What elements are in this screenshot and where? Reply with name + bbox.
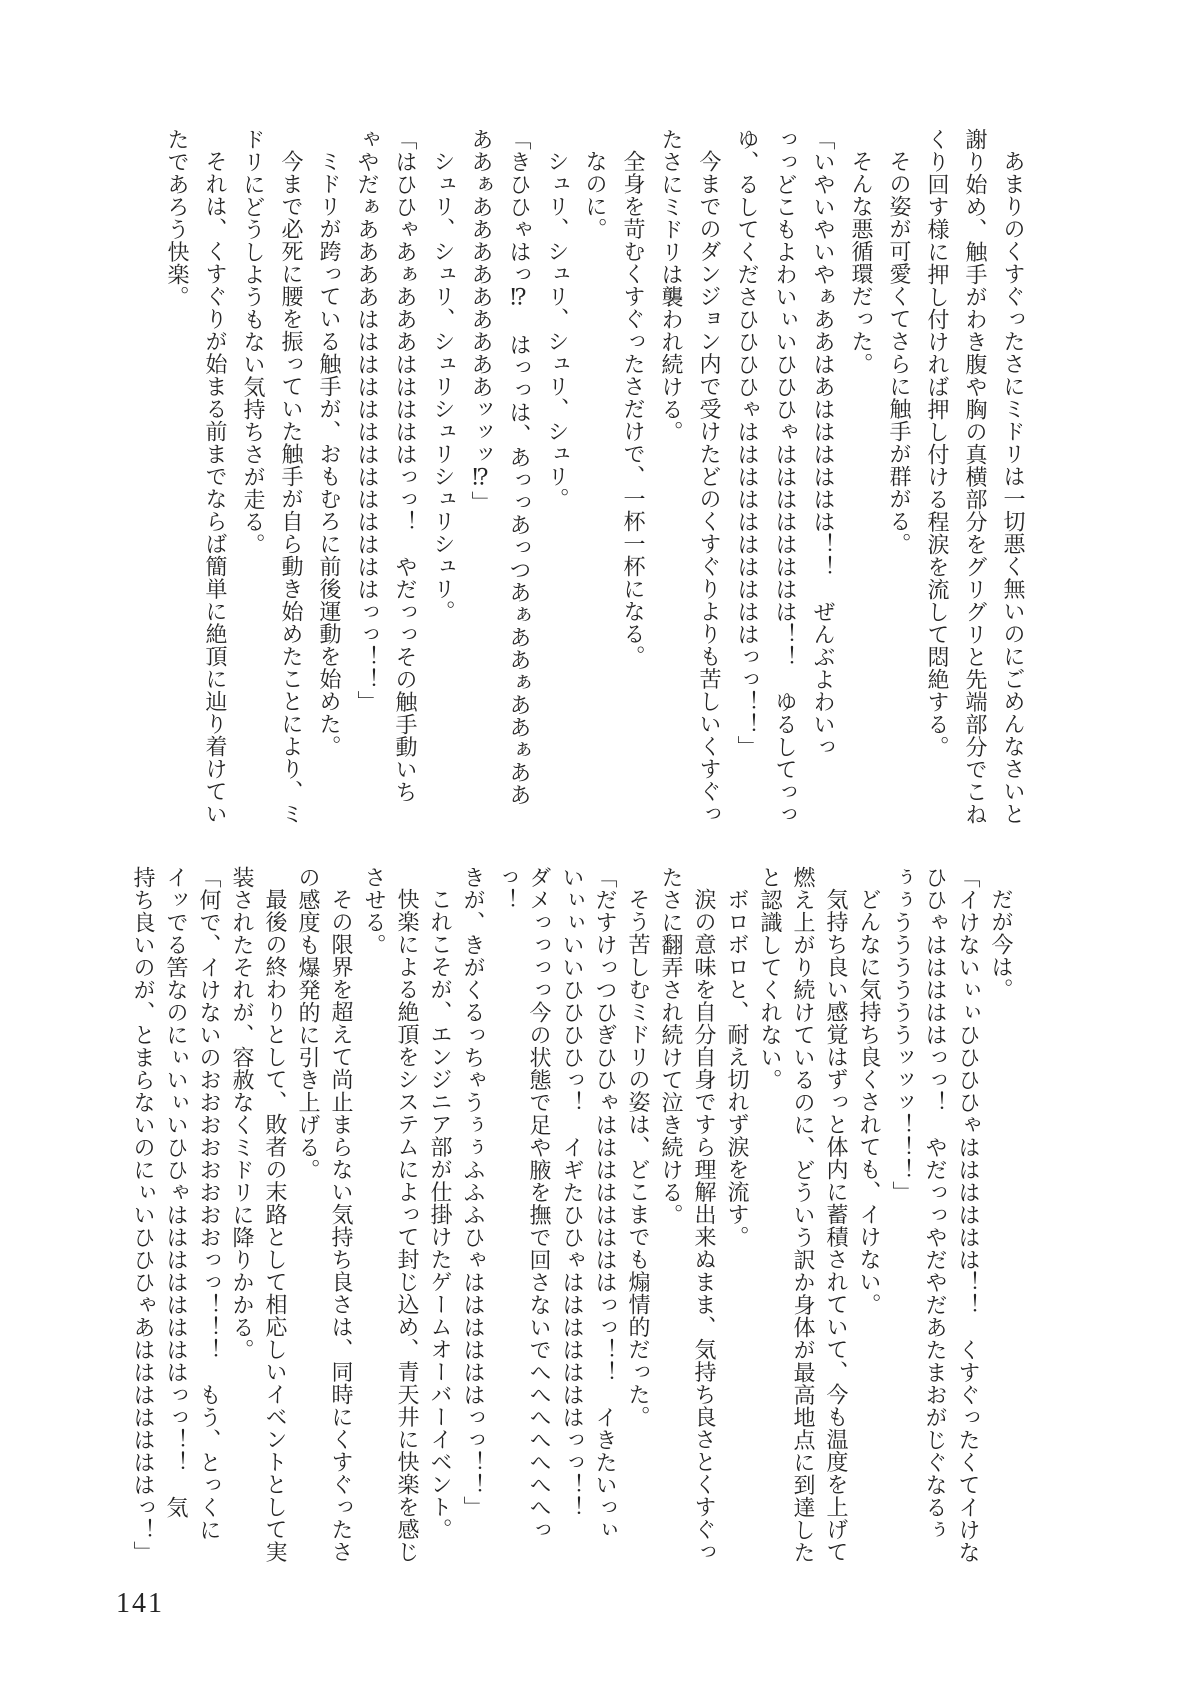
text-line: ゆ、るしてくださひひひひゃははははははははははっっ！！」 (735, 128, 760, 758)
text-line: どんなに気持ち良くされても、イけない。 (857, 888, 882, 1316)
text-line: たさにミドリは襲われ続ける。 (659, 128, 684, 443)
text-line: イッでる筈なのにぃいぃいひひゃははははははははっっ！！ 気 (164, 866, 189, 1519)
text-line: 「はひひゃあぁあああはははははっっ！ やだっっその触手動いち (393, 128, 418, 803)
text-line: 涙の意味を自分自身ですら理解出来ぬまま、気持ち良さとくすぐっ (692, 888, 717, 1563)
text-line: その姿が可愛くてさらに触手が群がる。 (887, 150, 912, 555)
text-line: 全身を苛むくすぐったさだけで、一杯一杯になる。 (621, 150, 646, 668)
text-line: いぃぃいいひひひひっ！ イギたひひゃはははははははっっ！！ (560, 866, 585, 1519)
text-line: 快楽による絶頂をシステムによって封じ込め、青天井に快楽を感じ (395, 888, 420, 1563)
text-line: 持ち良いのが、とまらないのにぃいひひひゃあはははははははっ！」 (131, 866, 156, 1564)
text-line: たであろう快楽。 (165, 128, 190, 308)
text-line: 「何で、イけないのおおおおおおおおっっ！！！ もう、とっくに (197, 866, 222, 1541)
text-line: くり回す様に押し付ければ押し付ける程涙を流して悶絶する。 (925, 128, 950, 758)
text-line: そんな悪循環だった。 (849, 150, 874, 375)
text-line: シュリ、シュリ、シュリシュリシュリシュリ。 (431, 150, 456, 623)
text-line: っっどこもよわいぃいひひひゃはははははははは！！ ゆるしてっっ (773, 128, 798, 826)
bottom-text-block (127, 866, 1018, 1582)
text-line: 燃え上がり続けているのに、どういう訳か身体が最高地点に到達した (791, 866, 816, 1564)
text-line: 「いやいやいやぁああはあはははははは！！ ぜんぶよわいっ (811, 128, 836, 758)
text-line: 最後の終わりとして、敗者の末路として相応しいイベントとして実 (263, 888, 288, 1563)
text-line: たさに翻弄され続けて泣き続ける。 (659, 866, 684, 1226)
text-line: 謝り始め、触手がわき腹や胸の真横部分をグリグリと先端部分でこね (963, 128, 988, 826)
text-line: ドリにどうしようもない気持ちさが走る。 (241, 128, 266, 556)
text-line: ひひゃはははははっっ！ やだっっやだやだあたまおがじぐなるぅ (923, 866, 948, 1541)
text-line: これこそが、エンジニア部が仕掛けたゲームオーバーイベント。 (428, 888, 453, 1541)
text-line: 気持ち良い感覚はずっと体内に蓄積されていて、今も温度を上げて (824, 888, 849, 1563)
text-line: そう苦しむミドリの姿は、どこまでも煽情的だった。 (626, 888, 651, 1428)
text-line: その限界を超えて尚止まらない気持ち良さは、同時にくすぐったさ (329, 888, 354, 1563)
text-line: と認識してくれない。 (758, 866, 783, 1091)
text-line: ダメっっっっ今の状態で足や腋を撫で回さないでへへへへへへへっっ！ (494, 866, 552, 1541)
text-line: ボロボロと、耐え切れず涙を流す。 (725, 888, 750, 1248)
text-line: ミドリが跨っている触手が、おもむろに前後運動を始めた。 (317, 150, 342, 758)
text-line: ゃやだぁああああはははははははははははははっっ！！」 (355, 128, 380, 713)
text-line: 今までのダンジョン内で受けたどのくすぐりよりも苦しいくすぐっ (697, 150, 722, 825)
top-text-block (158, 128, 1032, 834)
text-line: だが今は。 (989, 888, 1014, 1001)
text-line: 「イけないぃぃひひひひゃはははははは！！ くすぐったくてイけな (956, 866, 981, 1564)
text-line: 「きひひゃはっ⁉ はっっは、あっっあっつあぁああぁああぁああ (507, 128, 532, 806)
text-line: 「だすけっつひぎひひゃははははははははっっ！！ イきたいっぃ (593, 866, 618, 1541)
text-line: シュリ、シュリ、シュリ、シュリ。 (545, 150, 570, 510)
text-line: 装されたそれが、容赦なくミドリに降りかかる。 (230, 866, 255, 1361)
text-line: させる。 (362, 866, 387, 956)
page-number: 141 (116, 1588, 164, 1619)
text-line: それは、くすぐりが始まる前までならば簡単に絶頂に辿り着けてい (203, 150, 228, 825)
text-line: ああぁあああああああああッッッ⁉」 (469, 128, 494, 514)
text-line: 今まで必死に腰を振っていた触手が自ら動き始めたことにより、ミ (279, 150, 304, 825)
text-line: なのに。 (583, 150, 608, 240)
text-line: きが、きがくるっちゃうぅぅふふふひゃははははははっっ！！」 (461, 866, 486, 1519)
text-line: の感度も爆発的に引き上げる。 (296, 866, 321, 1181)
text-line: あまりのくすぐったさにミドリは一切悪く無いのにごめんなさいと (1001, 150, 1026, 825)
text-line: ぅぅううううううッッッ！！！」 (890, 866, 915, 1204)
